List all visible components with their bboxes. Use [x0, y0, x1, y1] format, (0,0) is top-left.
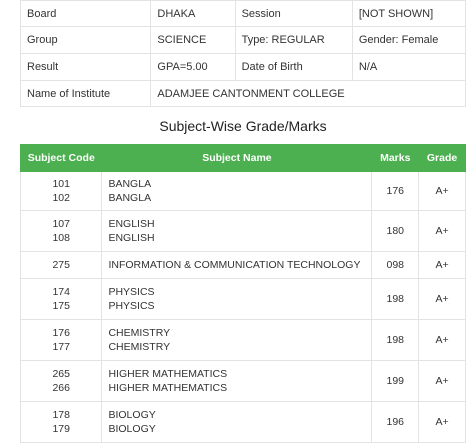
- subject-code: 179: [52, 423, 70, 435]
- subject-name: ENGLISH: [108, 232, 155, 244]
- subject-code: 175: [52, 300, 70, 312]
- grade-cell: A+: [419, 172, 466, 211]
- subject-name-cell: [102, 320, 372, 361]
- subject-name: HIGHER MATHEMATICS: [108, 382, 228, 394]
- subject-code-cell: [21, 172, 102, 211]
- subject-name: BIOLOGY: [108, 408, 156, 421]
- subject-name: PHYSICS: [108, 285, 155, 298]
- table-row: [21, 279, 466, 320]
- board-value: DHAKA: [151, 1, 235, 27]
- marks-cell: 198: [372, 279, 419, 320]
- student-info-table: [20, 0, 466, 107]
- grade-cell: A+: [419, 402, 466, 443]
- subject-code: 178: [52, 408, 70, 421]
- table-row: [21, 361, 466, 402]
- subject-name: INFORMATION & COMMUNICATION TECHNOLOGY: [108, 258, 361, 271]
- subject-name-cell: [102, 172, 372, 211]
- session-label: Session: [235, 1, 352, 27]
- subject-name: BANGLA: [108, 177, 152, 190]
- subject-code: 177: [52, 341, 70, 353]
- table-row: [21, 320, 466, 361]
- subject-code-cell: [21, 320, 102, 361]
- subject-code-cell: [21, 211, 102, 252]
- subject-code: 266: [52, 382, 70, 394]
- subject-code: 102: [52, 192, 70, 204]
- subject-name: CHEMISTRY: [108, 341, 171, 353]
- info-row-group: [21, 27, 466, 54]
- result-label: Result: [21, 54, 151, 81]
- table-row: [21, 252, 466, 279]
- info-row-institute: [21, 81, 466, 107]
- header-subject-code: Subject Code: [21, 145, 102, 172]
- grades-table: [20, 144, 466, 443]
- subject-name: BANGLA: [108, 192, 152, 204]
- subject-name-cell: [102, 211, 372, 252]
- session-value: [NOT SHOWN]: [352, 1, 465, 27]
- section-title: Subject-Wise Grade/Marks: [159, 118, 327, 134]
- subject-code-cell: [21, 361, 102, 402]
- subject-name: HIGHER MATHEMATICS: [108, 367, 228, 380]
- info-row-board: [21, 1, 466, 27]
- table-row: [21, 402, 466, 443]
- subject-code: 174: [52, 285, 70, 298]
- header-marks: Marks: [372, 145, 419, 172]
- header-subject-name: Subject Name: [102, 145, 372, 172]
- subject-code: 265: [52, 367, 70, 380]
- subject-name: PHYSICS: [108, 300, 155, 312]
- subject-code: 107: [52, 217, 70, 230]
- subject-code-cell: [21, 279, 102, 320]
- table-row: [21, 172, 466, 211]
- marks-cell: 180: [372, 211, 419, 252]
- subject-code: 176: [52, 326, 70, 339]
- subject-code-cell: [21, 252, 102, 279]
- grade-cell: A+: [419, 211, 466, 252]
- marks-cell: 198: [372, 320, 419, 361]
- gender-value: Gender: Female: [352, 27, 465, 54]
- board-label: Board: [21, 1, 151, 27]
- grades-header-row: [21, 145, 466, 172]
- dob-value: N/A: [352, 54, 465, 81]
- marks-cell: 176: [372, 172, 419, 211]
- grade-cell: A+: [419, 361, 466, 402]
- subject-code: 108: [52, 232, 70, 244]
- institute-label: Name of Institute: [21, 81, 151, 107]
- subject-code-cell: [21, 402, 102, 443]
- result-value: GPA=5.00: [151, 54, 235, 81]
- subject-name-cell: [102, 279, 372, 320]
- subject-name-cell: [102, 361, 372, 402]
- dob-label: Date of Birth: [235, 54, 352, 81]
- subject-name: BIOLOGY: [108, 423, 156, 435]
- grade-cell: A+: [419, 320, 466, 361]
- table-row: [21, 211, 466, 252]
- marks-cell: 199: [372, 361, 419, 402]
- grades-body: [21, 172, 466, 443]
- group-label: Group: [21, 27, 151, 54]
- marks-cell: 098: [372, 252, 419, 279]
- subject-name-cell: [102, 402, 372, 443]
- group-value: SCIENCE: [151, 27, 235, 54]
- subject-code: 101: [52, 177, 70, 190]
- subject-name-cell: [102, 252, 372, 279]
- grade-cell: A+: [419, 279, 466, 320]
- subject-name: ENGLISH: [108, 217, 155, 230]
- header-grade: Grade: [419, 145, 466, 172]
- grade-cell: A+: [419, 252, 466, 279]
- info-row-result: [21, 54, 466, 81]
- subject-name: CHEMISTRY: [108, 326, 171, 339]
- subject-code: 275: [52, 258, 70, 271]
- marks-cell: 196: [372, 402, 419, 443]
- type-value: Type: REGULAR: [235, 27, 352, 54]
- institute-value: ADAMJEE CANTONMENT COLLEGE: [151, 81, 466, 107]
